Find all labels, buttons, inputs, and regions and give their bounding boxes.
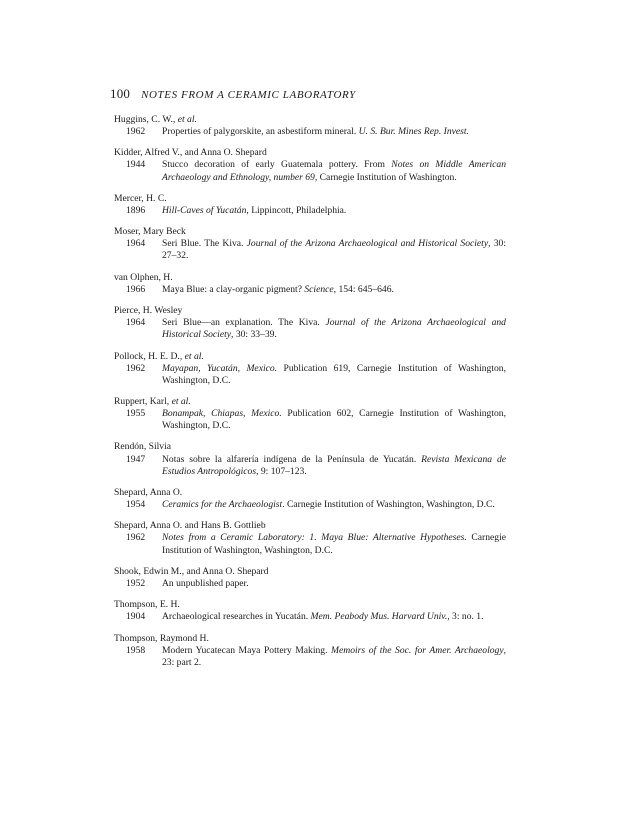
text-segment: , 154: 645–646. <box>333 283 394 295</box>
text-segment: Publication 602, Carnegie Institution of Washington, Washington, D.C. <box>162 408 506 432</box>
author-segment: Huggins, C. W., <box>114 114 178 125</box>
reference-author <box>114 396 506 408</box>
text-segment: , 3: no. 1. <box>447 611 484 623</box>
reference-author <box>114 441 506 453</box>
author-segment: Thompson, E. H. <box>114 599 180 611</box>
reference-year: 1958 <box>126 644 146 656</box>
reference-body <box>114 499 506 511</box>
reference-body <box>114 363 506 387</box>
reference-body <box>114 578 506 590</box>
reference-year: 1962 <box>126 362 146 374</box>
text-segment: , Lippincott, Philadelphia. <box>246 204 347 216</box>
reference-author <box>114 487 506 499</box>
text-segment: Revista Mexicana de Estudios Antropológicos <box>162 453 506 477</box>
text-segment: Mem. Peabody Mus. Harvard Univ. <box>310 611 448 623</box>
author-segment: et al. <box>171 396 191 407</box>
reference-body <box>114 645 506 669</box>
reference-text <box>162 284 506 296</box>
reference-entry <box>114 193 506 217</box>
text-segment: , Carnegie Institution of Washington. <box>314 171 457 183</box>
reference-year: 1944 <box>126 159 146 171</box>
reference-author <box>114 114 506 126</box>
reference-entry <box>114 599 506 623</box>
author-segment: Pierce, H. Wesley <box>114 305 183 317</box>
reference-author <box>114 520 506 532</box>
reference-body <box>114 611 506 623</box>
text-segment: Bonampak, Chiapas, Mexico. <box>162 408 282 420</box>
author-segment: Ruppert, Karl, <box>114 396 172 407</box>
author-segment: Thompson, Raymond H. <box>114 632 209 644</box>
reference-author <box>114 305 506 317</box>
text-segment: Notes from a Ceramic Laboratory: 1. Maya Blue: Alternative Hypotheses. <box>162 532 467 544</box>
reference-text <box>162 159 506 183</box>
text-segment: Journal of the Arizona Archaeological and Historical Society <box>162 317 506 341</box>
text-segment: , 9: 107–123. <box>256 465 307 477</box>
reference-year: 1904 <box>126 611 146 623</box>
text-segment: Publication 619, Carnegie Institution of Washington, Washington, D.C. <box>162 362 506 386</box>
text-segment: Seri Blue. The Kiva. <box>162 238 247 250</box>
reference-body <box>114 126 506 138</box>
text-segment: Journal of the Arizona Archaeological and Historical Society <box>246 238 489 250</box>
reference-author <box>114 566 506 578</box>
reference-text <box>162 532 506 556</box>
reference-year: 1962 <box>126 126 146 138</box>
text-segment: Seri Blue—an explanation. The Kiva. <box>162 317 326 329</box>
text-segment: Mayapan, Yucatán, Mexico. <box>162 362 278 374</box>
reference-entry <box>114 441 506 477</box>
reference-text <box>162 578 506 590</box>
reference-body <box>114 159 506 183</box>
reference-body <box>114 284 506 296</box>
reference-text <box>162 454 506 478</box>
reference-entry <box>114 396 506 432</box>
running-head <box>110 86 356 102</box>
reference-body <box>114 205 506 217</box>
text-segment: U. S. Bur. Mines Rep. Invest. <box>358 126 469 138</box>
text-segment: An unpublished paper. <box>162 577 249 589</box>
author-segment: Shepard, Anna O. and Hans B. Gottlieb <box>114 520 266 532</box>
reference-text <box>162 363 506 387</box>
reference-author <box>114 147 506 159</box>
reference-text <box>162 238 506 262</box>
reference-year: 1952 <box>126 577 146 589</box>
reference-text <box>162 611 506 623</box>
reference-author <box>114 599 506 611</box>
text-segment: , 30: 33–39. <box>231 329 277 341</box>
reference-text <box>162 317 506 341</box>
reference-year: 1966 <box>126 283 146 295</box>
text-segment: , 23: part 2. <box>162 644 506 668</box>
reference-year: 1955 <box>126 408 146 420</box>
reference-author <box>114 193 506 205</box>
reference-body <box>114 532 506 556</box>
reference-year: 1964 <box>126 317 146 329</box>
author-segment: Rendón, Silvia <box>114 441 172 453</box>
reference-entry <box>114 633 506 669</box>
text-segment: Notes on Middle American Archaeology and Ethnology, number 69 <box>162 159 506 183</box>
text-segment: Carnegie Institution of Washington, Washington, D.C. <box>162 532 506 556</box>
reference-year: 1962 <box>126 532 146 544</box>
text-segment: . Carnegie Institution of Washington, Washington, D.C. <box>282 499 495 511</box>
reference-body <box>114 454 506 478</box>
author-segment: Kidder, Alfred V., and Anna O. Shepard <box>114 147 267 159</box>
author-segment: van Olphen, H. <box>114 271 173 283</box>
text-segment: Archaeological researches in Yucatán. <box>162 611 311 623</box>
text-segment: Ceramics for the Archaeologist <box>162 499 283 511</box>
reference-entry <box>114 147 506 183</box>
author-segment: et al. <box>184 350 204 362</box>
reference-entry <box>114 566 506 590</box>
reference-author <box>114 351 506 363</box>
text-segment: Notas sobre la alfarería indígena de la Península de Yucatán. <box>162 453 422 465</box>
reference-text <box>162 205 506 217</box>
reference-body <box>114 408 506 432</box>
reference-text <box>162 645 506 669</box>
reference-author <box>114 633 506 645</box>
reference-body <box>114 317 506 341</box>
reference-entry <box>114 114 506 138</box>
reference-entry <box>114 520 506 556</box>
reference-year: 1954 <box>126 499 146 511</box>
reference-text <box>162 126 506 138</box>
author-segment: et al. <box>177 114 197 125</box>
text-segment: Properties of palygorskite, an asbestiform mineral. <box>162 126 359 138</box>
reference-text <box>162 499 506 511</box>
reference-year: 1896 <box>126 204 146 216</box>
reference-text <box>162 408 506 432</box>
text-segment: Maya Blue: a clay-organic pigment? <box>162 283 305 295</box>
author-segment: Moser, Mary Beck <box>114 226 186 238</box>
reference-author <box>114 272 506 284</box>
text-segment: Hill-Caves of Yucatán <box>162 204 247 216</box>
reference-author <box>114 226 506 238</box>
reference-entry <box>114 487 506 511</box>
reference-entry <box>114 305 506 341</box>
text-segment: , 30: 27–32. <box>162 238 506 262</box>
text-segment: Memoirs of the Soc. for Amer. Archaeology <box>331 644 504 656</box>
reference-body <box>114 238 506 262</box>
reference-entry <box>114 226 506 262</box>
reference-year: 1947 <box>126 453 146 465</box>
text-segment: Stucco decoration of early Guatemala pottery. From <box>162 159 392 171</box>
reference-entry <box>114 272 506 296</box>
author-segment: Mercer, H. C. <box>114 192 167 204</box>
running-title: NOTES FROM A CERAMIC LABORATORY <box>141 89 356 101</box>
author-segment: Shepard, Anna O. <box>114 486 183 498</box>
page-number: 100 <box>110 86 131 101</box>
author-segment: Shook, Edwin M., and Anna O. Shepard <box>114 565 269 577</box>
reference-year: 1964 <box>126 238 146 250</box>
reference-entry <box>114 351 506 387</box>
reference-list <box>114 114 506 678</box>
text-segment: Modern Yucatecan Maya Pottery Making. <box>162 644 332 656</box>
text-segment: Science <box>304 283 334 295</box>
author-segment: Pollock, H. E. D., <box>114 350 185 362</box>
